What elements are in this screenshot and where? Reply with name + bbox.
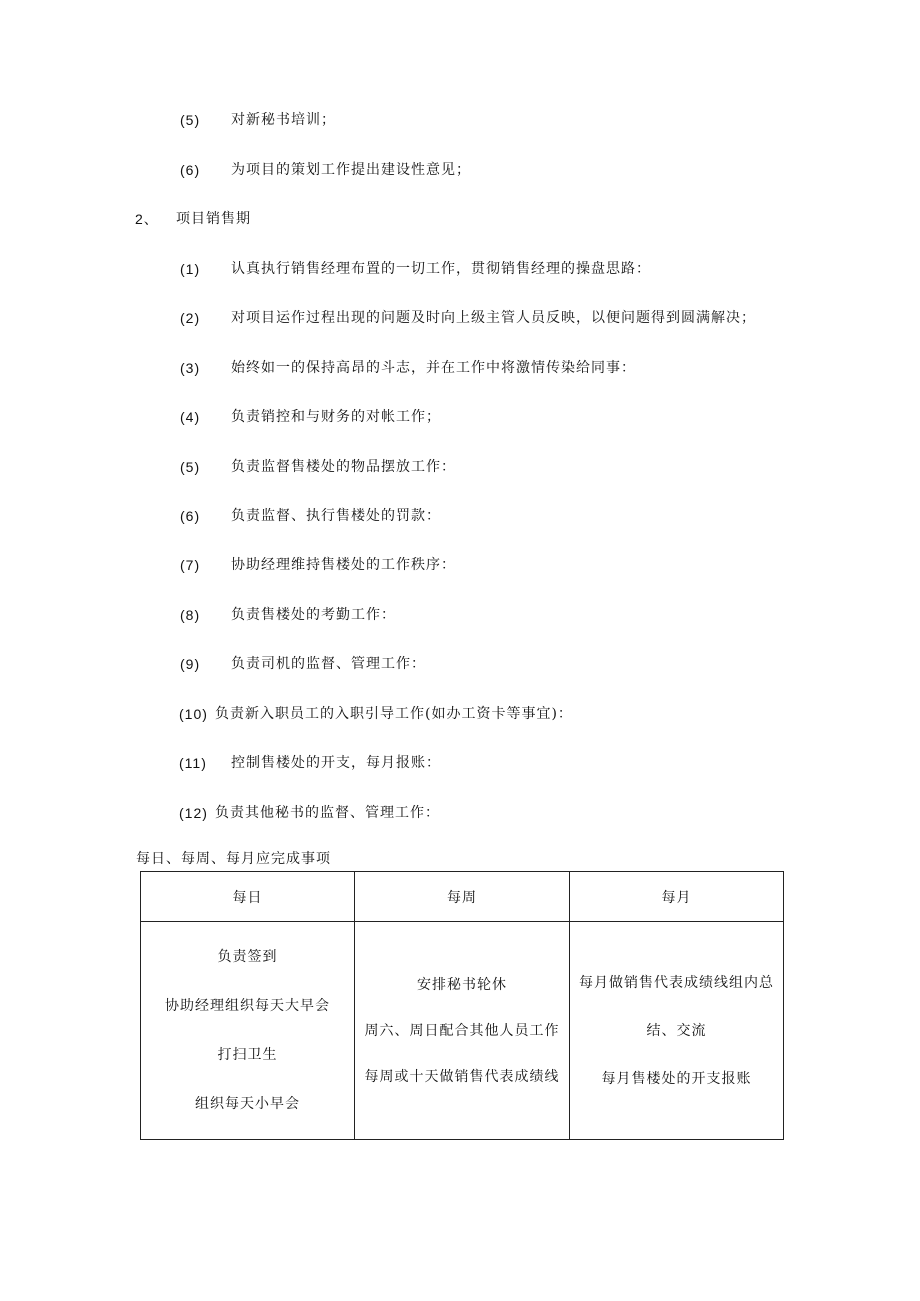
- item-number: (2): [180, 310, 201, 326]
- item-number: (6): [180, 162, 201, 178]
- header-weekly: 每周: [355, 872, 570, 922]
- monthly-task: 每月做销售代表成绩线组内总: [579, 974, 774, 991]
- item-number: (9): [180, 656, 201, 672]
- item-number: (5): [180, 112, 201, 128]
- header-monthly: 每月: [570, 872, 784, 922]
- section-number: 2、: [135, 211, 159, 227]
- item-text: 控制售楼处的开支，每月报账：: [231, 755, 441, 771]
- section-title: 项目销售期: [176, 211, 251, 227]
- item-number: (6): [180, 508, 201, 524]
- table-caption: 每日、每周、每月应完成事项: [136, 851, 331, 867]
- daily-task: 协助经理组织每天大早会: [165, 998, 330, 1014]
- item-text: 负责其他秘书的监督、管理工作：: [215, 805, 440, 821]
- item-text: 负责售楼处的考勤工作：: [231, 607, 396, 623]
- weekly-task: 每周或十天做销售代表成绩线: [364, 1068, 560, 1085]
- item-number: (4): [180, 409, 201, 425]
- weekly-task: 周六、周日配合其他人员工作: [364, 1022, 560, 1039]
- table-row: [141, 922, 784, 1140]
- daily-task: 负责签到: [217, 949, 278, 965]
- item-text: 负责销控和与财务的对帐工作；: [231, 409, 441, 425]
- item-text: 负责司机的监督、管理工作：: [231, 656, 426, 672]
- item-number: (8): [180, 607, 201, 623]
- daily-cell: [141, 922, 355, 1140]
- item-text: 负责新入职员工的入职引导工作(如办工资卡等事宜)：: [215, 706, 573, 722]
- item-text: 对新秘书培训；: [231, 112, 336, 128]
- table-header-row: [141, 872, 784, 922]
- monthly-task: 结、交流: [646, 1022, 707, 1039]
- item-text: 对项目运作过程出现的问题及时向上级主管人员反映，以便问题得到圆满解决；: [231, 310, 756, 326]
- daily-task: 打扫卫生: [217, 1047, 278, 1063]
- tasks-table: [140, 871, 784, 1140]
- monthly-task: 每月售楼处的开支报账: [601, 1070, 752, 1087]
- item-text: 始终如一的保持高昂的斗志，并在工作中将激情传染给同事：: [231, 360, 636, 376]
- item-number: (11): [179, 755, 207, 771]
- daily-task: 组织每天小早会: [195, 1096, 300, 1112]
- item-number: (10): [179, 706, 208, 722]
- item-text: 认真执行销售经理布置的一切工作，贯彻销售经理的操盘思路：: [231, 261, 651, 277]
- item-text: 为项目的策划工作提出建设性意见；: [231, 162, 471, 178]
- weekly-cell: [355, 922, 570, 1140]
- item-number: (1): [180, 261, 201, 277]
- item-number: (7): [180, 557, 201, 573]
- weekly-task: 安排秘书轮休: [417, 976, 507, 993]
- item-text: 负责监督售楼处的物品摆放工作：: [231, 459, 456, 475]
- item-text: 负责监督、执行售楼处的罚款：: [231, 508, 441, 524]
- item-number: (3): [180, 360, 201, 376]
- item-text: 协助经理维持售楼处的工作秩序：: [231, 557, 456, 573]
- item-number: (5): [180, 459, 201, 475]
- header-daily: 每日: [141, 872, 355, 922]
- item-number: (12): [179, 805, 208, 821]
- monthly-cell: [570, 922, 784, 1140]
